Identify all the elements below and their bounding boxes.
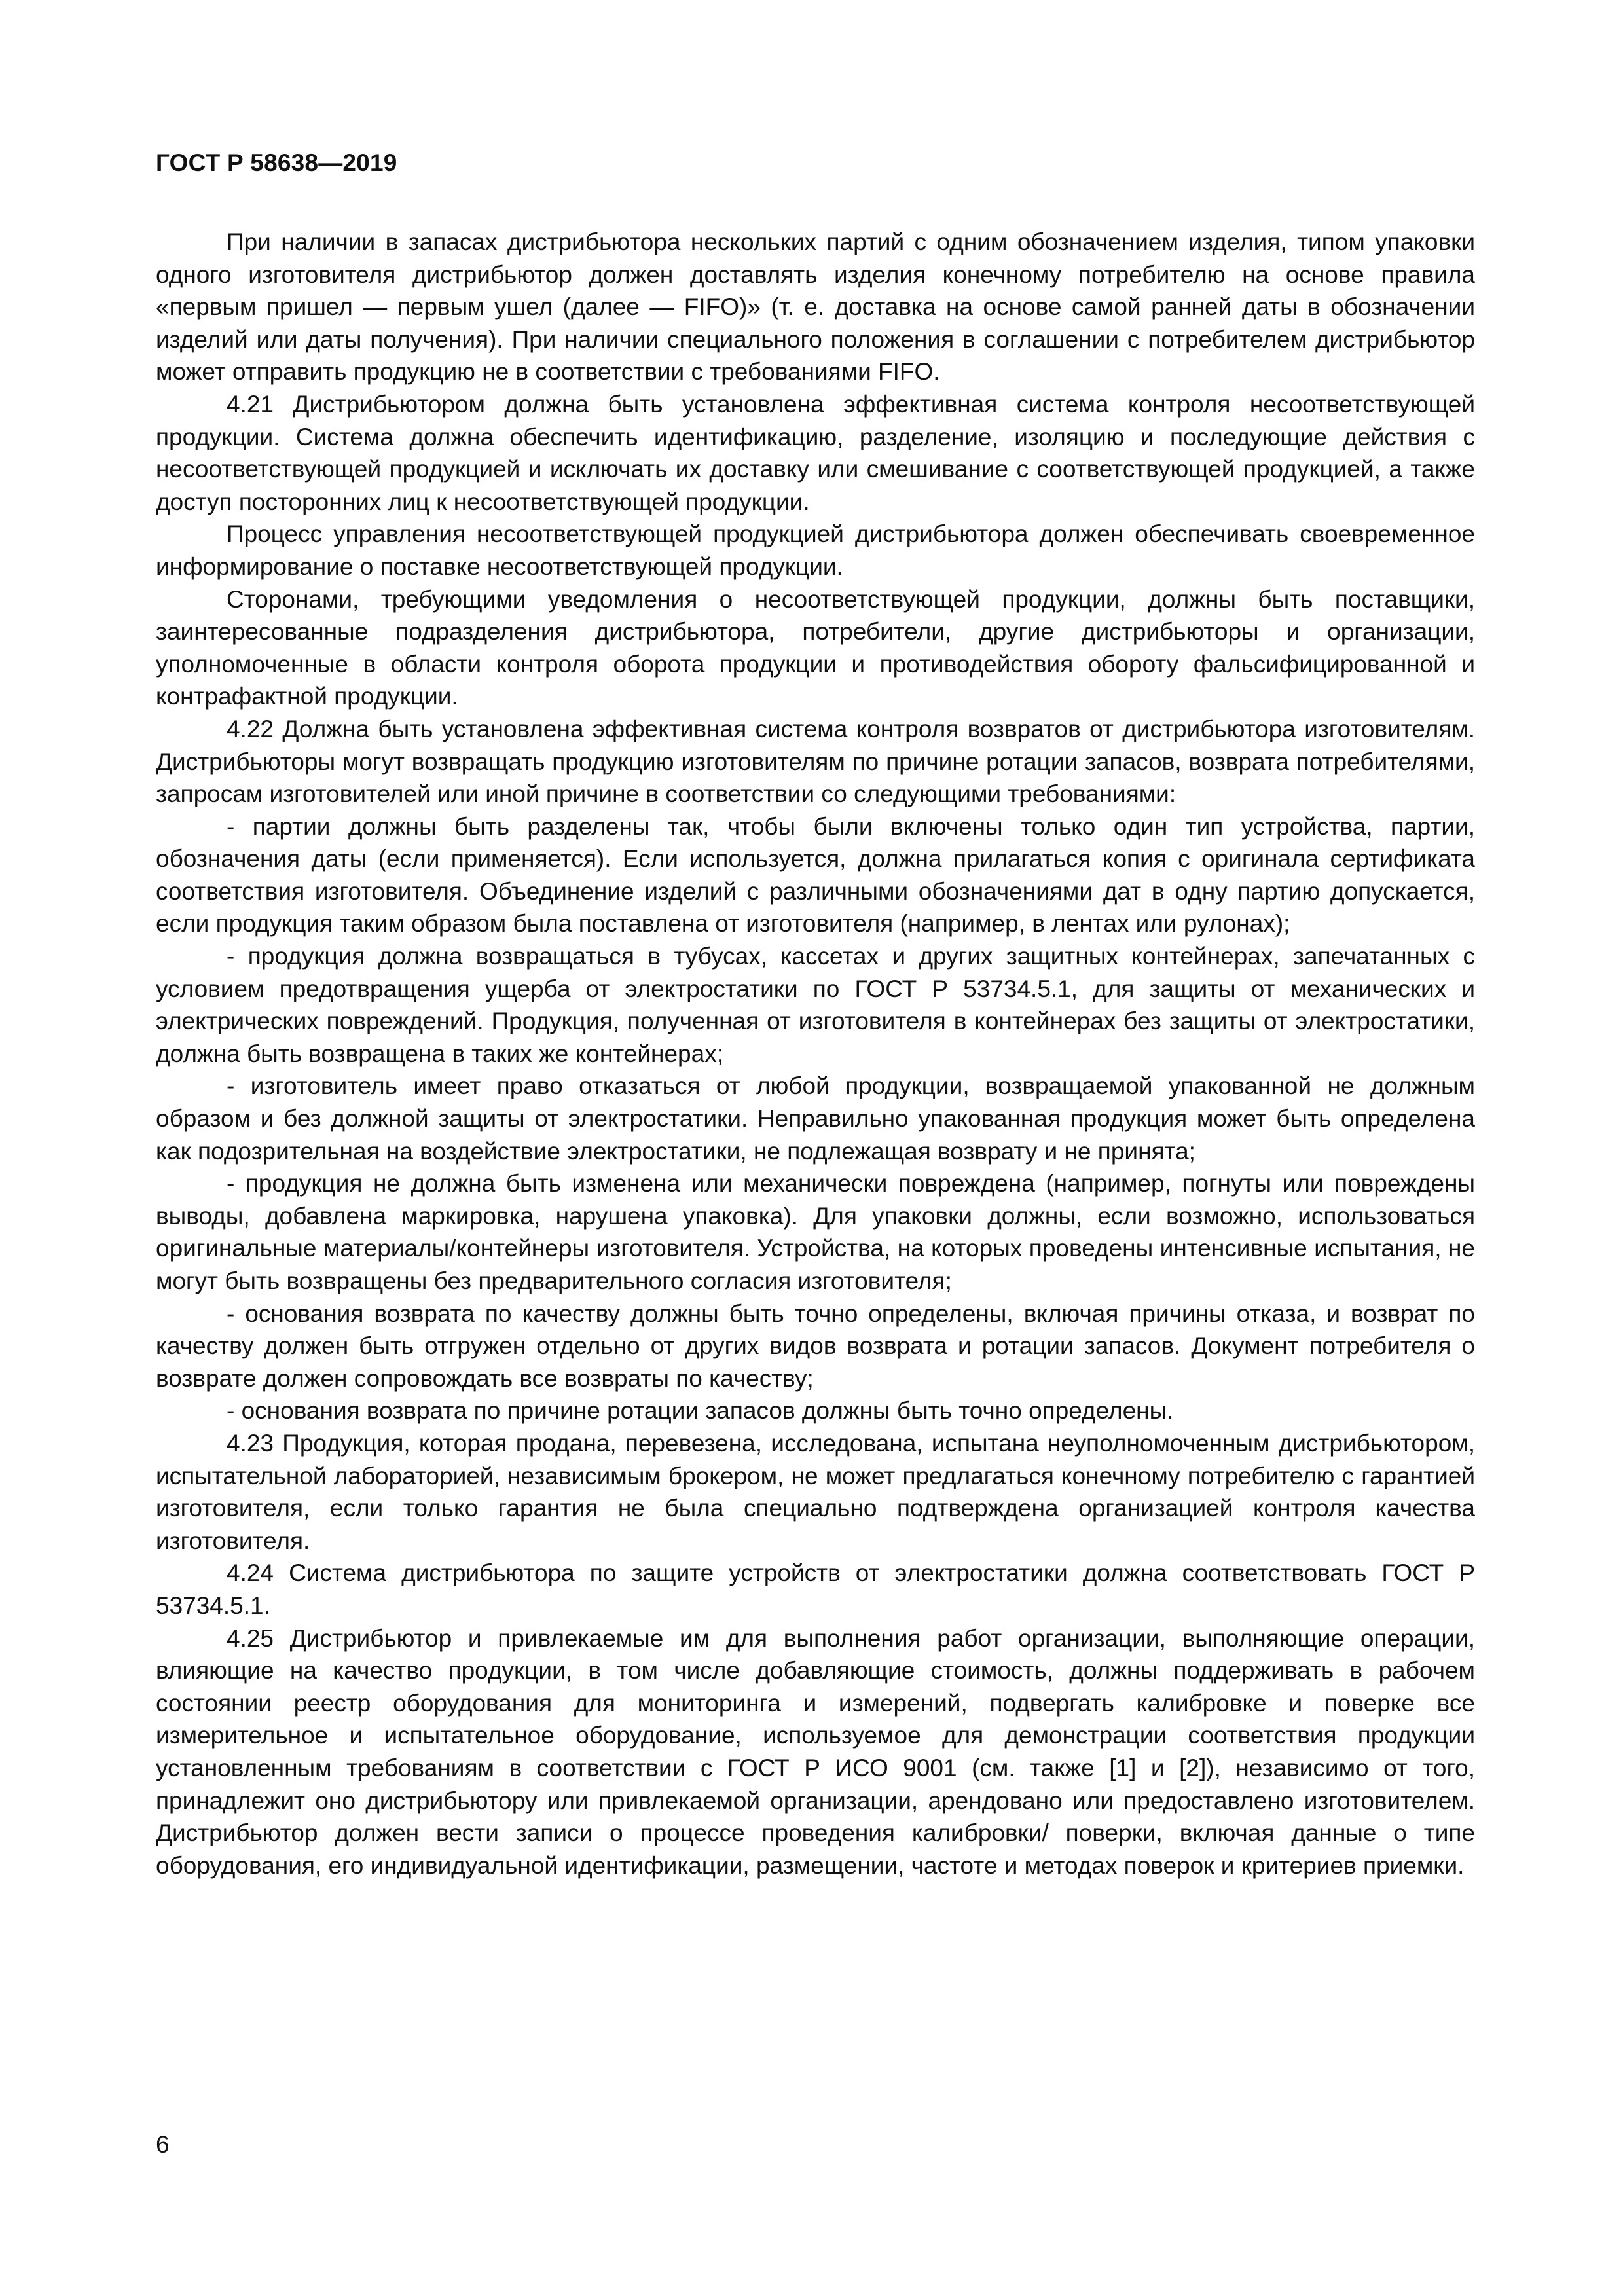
paragraph: 4.25 Дистрибьютор и привлекаемые им для выполнения работ организации, выполняющие операции, влияющие на качество продукции, в том числе добавляющие стоимость, должны поддерживать в рабочем состоянии реестр оборудования для мониторинга и измерений, подвергать калибровке и поверке все измерительное и испытательное оборудование, используемое для демонстрации соответствия продукции установленным требованиям в соответствии с ГОСТ Р ИСО 9001 (см. также [1] и [2]), независимо от того, принадлежит оно дистрибьютору или привлекаемой организации, арендовано или предоставлено изготовителем. Дистрибьютор должен вести записи о процессе проведения калибровки/ поверки, включая данные о типе оборудования, его индивидуальной идентификации, размещении, частоте и методах поверок и критериев приемки. [156, 1624, 1475, 1879]
paragraph: 4.23 Продукция, которая продана, перевезена, исследована, испытана неуполномоченным дистрибьютором, испытательной лабораторией, независимым брокером, не может предлагаться конечному потребителю с гарантией изготовителя, если только гарантия не была специально подтверждена организацией контроля качества изготовителя. [156, 1429, 1475, 1554]
list-item: - основания возврата по качеству должны быть точно определены, включая причины отказа, и возврат по качеству должен быть отгружен отдельно от других видов возврата и ротации запасов. Документ потребителя о возврате должен сопровождать все возвраты по качеству; [156, 1300, 1475, 1392]
paragraph: При наличии в запасах дистрибьютора нескольких партий с одним обозначением изделия, типом упаковки одного изготовителя дистрибьютор должен доставлять изделия конечному потребителю на основе правила «первым пришел — первым ушел (далее — FIFO)» (т. е. доставка на основе самой ранней даты в обозначении изделий или даты получения). При наличии специального положения в соглашении с потребителем дистрибьютор может отправить продукцию не в соответствии с требованиями FIFO. [156, 228, 1475, 386]
list-item: - продукция должна возвращаться в тубусах, кассетах и других защитных контейнерах, запечатанных с условием предотвращения ущерба от электростатики по ГОСТ Р 53734.5.1, для защиты от механических и электрических повреждений. Продукция, полученная от изготовителя в контейнерах без защиты от электростатики, должна быть возвращена в таких же контейнерах; [156, 943, 1475, 1067]
document-body [156, 226, 1475, 1882]
paragraph: 4.22 Должна быть установлена эффективная система контроля возвратов от дистрибьютора изготовителям. Дистрибьюторы могут возвращать продукцию изготовителям по причине ротации запасов, возврата потребителями, запросам изготовителей или иной причине в соответствии со следующими требованиями: [156, 715, 1475, 808]
document-header: ГОСТ Р 58638—2019 [156, 149, 397, 176]
list-item: - партии должны быть разделены так, чтобы были включены только один тип устройства, партии, обозначения даты (если применяется). Если используется, должна прилагаться копия с оригинала сертификата соответствия изготовителя. Объединение изделий с различными обозначениями дат в одну партию допускается, если продукция таким образом была поставлена от изготовителя (например, в лентах или рулонах); [156, 812, 1475, 938]
paragraph: 4.24 Система дистрибьютора по защите устройств от электростатики должна соответствовать ГОСТ Р 53734.5.1. [156, 1559, 1475, 1619]
list-item: - основания возврата по причине ротации запасов должны быть точно определены. [227, 1397, 1174, 1425]
list-item: - изготовитель имеет право отказаться от любой продукции, возвращаемой упакованной не должным образом и без должной защиты от электростатики. Неправильно упакованная продукция может быть определена как подозрительная на воздействие электростатики, не подлежащая возврату и не принята; [156, 1072, 1475, 1165]
page-number: 6 [156, 2131, 170, 2158]
paragraph: Сторонами, требующими уведомления о несоответствующей продукции, должны быть поставщики, заинтересованные подразделения дистрибьютора, потребители, другие дистрибьюторы и организации, уполномоченные в области контроля оборота продукции и противодействия обороту фальсифицированной и контрафактной продукции. [156, 585, 1475, 710]
paragraph: 4.21 Дистрибьютором должна быть установлена эффективная система контроля несоответствующей продукции. Система должна обеспечить идентификацию, разделение, изоляцию и последующие действия с несоответствующей продукцией и исключать их доставку или смешивание с соответствующей продукцией, а также доступ посторонних лиц к несоответствующей продукции. [156, 390, 1475, 515]
list-item: - продукция не должна быть изменена или механически повреждена (например, погнуты или повреждены выводы, добавлена маркировка, нарушена упаковка). Для упаковки должны, если возможно, использоваться оригинальные материалы/контейнеры изготовителя. Устройства, на которых проведены интенсивные испытания, не могут быть возвращены без предварительного согласия изготовителя; [156, 1170, 1475, 1294]
paragraph: Процесс управления несоответствующей продукцией дистрибьютора должен обеспечивать своевременное информирование о поставке несоответствующей продукции. [156, 520, 1475, 580]
